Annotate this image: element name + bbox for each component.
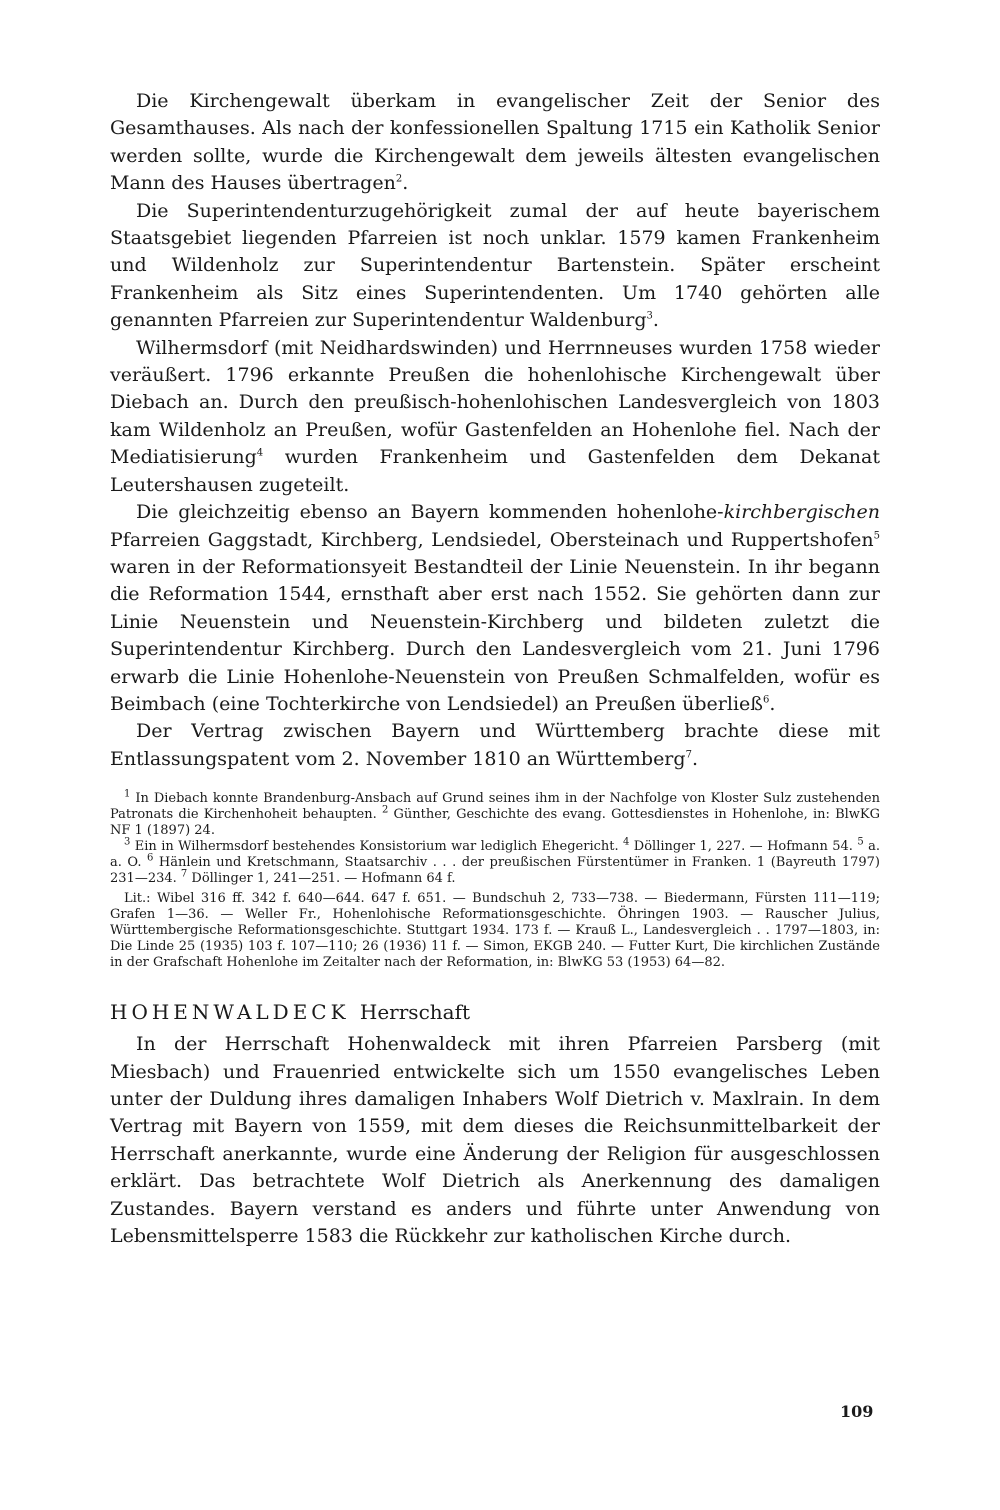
footnote-ref-2[interactable]: 2 (395, 173, 403, 185)
footnote-ref-4[interactable]: 4 (256, 447, 264, 459)
section-subtitle: Herrschaft (359, 1000, 471, 1025)
italic-term: kirchbergischen (723, 501, 880, 524)
paragraph-4: Die gleichzeitig ebenso an Bayern kommenden hohenlohe-kirchbergischen Pfarreien Gaggstadt, Kirchberg, Lendsiedel, Obersteinach und Ruppertshofen$^5$ waren in der Reformationsyeit Bestandteil der Linie Neuenstein. In ihr begann die Reformation 1544, ernsthaft aber erst nach 1552. Sie gehörten dann zur Linie Neuenstein und Neuenstein-Kirchberg und bildeten zuletzt die Superintendentur Kirchberg. Durch den Landesvergleich vom 21. Juni 1796 erwarb die Linie Hohenlohe-Neuenstein von Preußen Schmalfelden, wofür es Beimbach (eine Tochterkirche von Lendsiedel) an Preußen überließ$^6$. (110, 501, 880, 715)
section-title: HOHENWALDECK (110, 1000, 350, 1025)
paragraph-1: Die Kirchengewalt überkam in evangelischer Zeit der Senior des Gesamthauses. Als nach der konfessionellen Spaltung 1715 ein Katholik Senior werden sollte, wurde die Kirchengewalt dem jeweils ältesten evangelischen Mann des Hauses übertragen$^2$. (110, 90, 880, 195)
main-text (110, 88, 880, 773)
section-heading (110, 997, 880, 1027)
paragraph-5: Der Vertrag zwischen Bayern und Württemberg brachte diese mit Entlassungspatent vom 2. November 1810 an Württemberg$^7$. (110, 720, 880, 770)
paragraph-2: Die Superintendenturzugehörigkeit zumal der auf heute bayerischem Staatsgebiet liegenden Pfarreien ist noch unklar. 1579 kamen Frankenheim und Wildenholz zur Superintendentur Bartenstein. Später erscheint Frankenheim als Sitz eines Superintendenten. Um 1740 gehörten alle genannten Pfarreien zur Superintendentur Waldenburg$^3$. (110, 199, 880, 332)
footnotes (110, 788, 881, 971)
paragraph-3: Wilhermsdorf (mit Neidhardswinden) und Herrnneuses wurden 1758 wieder veräußert. 1796 erkannte Preußen die hohenlohische Kirchengewalt über Diebach an. Durch den preußisch-hohenlohischen Landesvergleich von 1803 kam Wildenholz an Preußen, wofür Gastenfelden an Hohenlohe fiel. Nach der Mediatisierung$^4$ wurden Frankenheim und Gastenfelden dem Dekanat Leutershausen zugeteilt. (110, 336, 880, 496)
footnote-ref-5[interactable]: 5 (873, 530, 880, 542)
footnote-ref-6[interactable]: 6 (762, 694, 770, 706)
footnote-ref-3[interactable]: 3 (646, 310, 653, 322)
footnote-line: $^3$ Ein in Wilhermsdorf bestehendes Konsistorium war lediglich Ehegericht. $^4$ Döllinger 1, 227. — Hofmann 54. $^5$ a. a. O. $^6$ Hänlein und Kretschmann, Staatsarchiv . . . der preußischen Fürstentümer in Franken. 1 (Bayreuth 1797) 231—234. $^7$ Döllinger 1, 241—251. — Hofmann 64 f. (110, 836, 881, 887)
literature-references: Lit.: Wibel 316 ff. 342 f. 640—644. 647 f. 651. — Bundschuh 2, 733—738. — Biedermann, Fürsten 111—119; Grafen 1—36. — Weller Fr., Hohenlohische Reformationsgeschichte. Öhringen 1903. — Rauscher Julius, Württembergische Reformationsgeschichte. Stuttgart 1934. 173 f. — Krauß L., Landesvergleich . . 1797—1803, in: Die Linde 25 (1935) 103 f. 107—110; 26 (1936) 11 f. — Simon, EKGB 240. — Futter Kurt, Die kirchlichen Zustände in der Grafschaft Hohenlohe im Zeitalter nach der Reformation, in: BlwKG 53 (1953) 64—82. (110, 891, 880, 971)
page-content (110, 88, 880, 1250)
section-paragraph: In der Herrschaft Hohenwaldeck mit ihren Pfarreien Parsberg (mit Miesbach) und Frauenried entwickelte sich um 1550 evangelisches Leben unter der Duldung ihres damaligen Inhabers Wolf Dietrich v. Maxlrain. In dem Vertrag mit Bayern von 1559, mit dem dieses die Reichsunmittelbarkeit der Herrschaft anerkannte, wurde eine Änderung der Religion für ausgeschlossen erklärt. Das betrachtete Wolf Dietrich als Anerkennung des damaligen Zustandes. Bayern verstand es anders und führte unter Anwendung von Lebensmittelsperre 1583 die Rückkehr zur katholischen Kirche durch. (110, 1033, 880, 1247)
footnote-ref-7[interactable]: 7 (685, 749, 692, 761)
footnote-line: $^1$ In Diebach konnte Brandenburg-Ansbach auf Grund seines ihm in der Nachfolge von Kloster Sulz zustehenden Patronats die Kirchenhoheit behaupten. $^2$ Günther, Geschichte des evang. Gottesdienstes in Hohenlohe, in: BlwKG NF 1 (1897) 24. (110, 788, 881, 839)
page-number: 109 (840, 1402, 874, 1421)
